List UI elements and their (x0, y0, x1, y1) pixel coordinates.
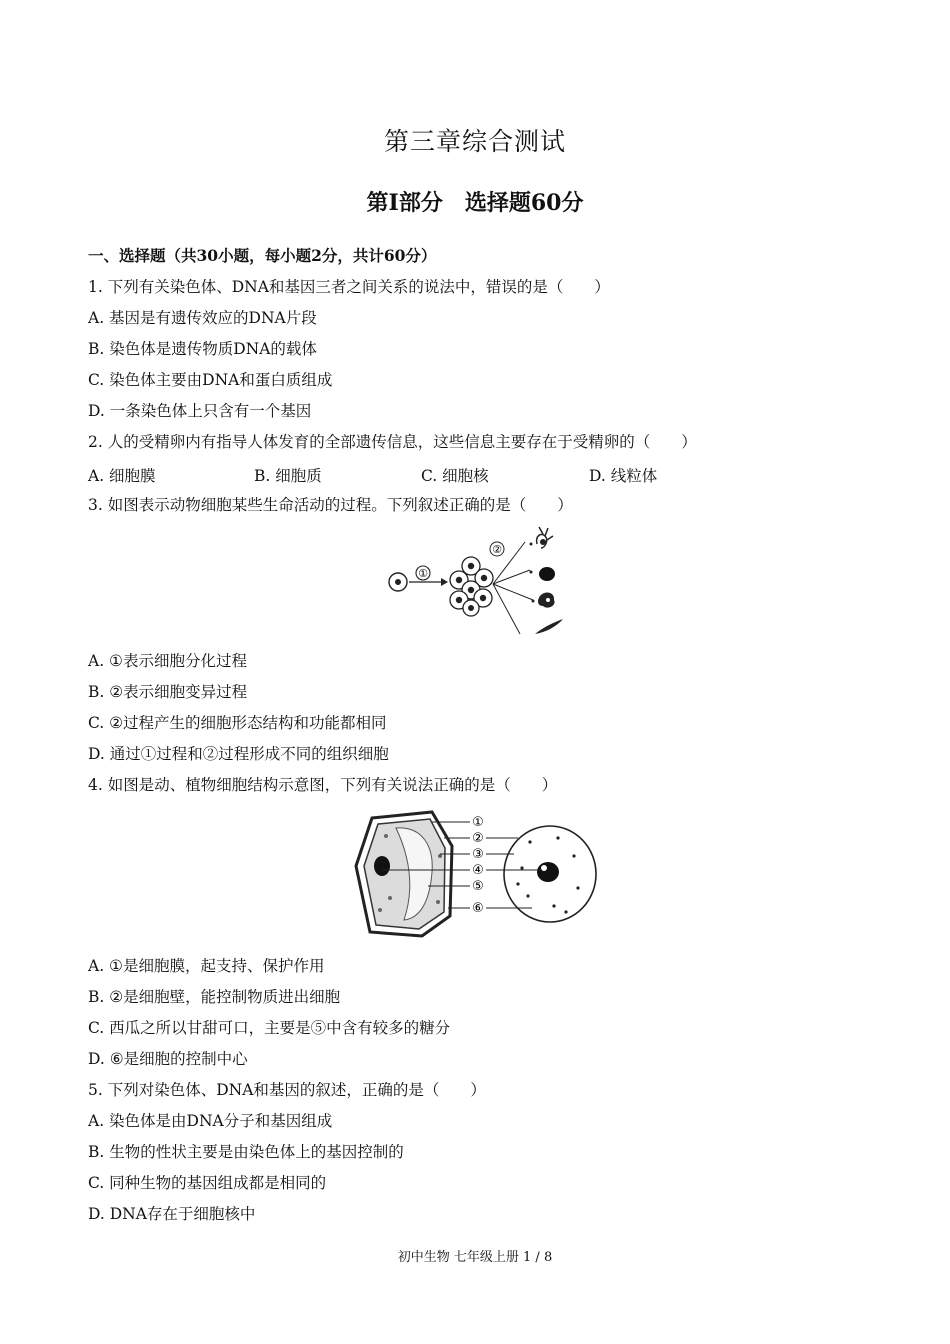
label-1: ① (418, 567, 428, 580)
question-5-option-c: C. 同种生物的基因组成都是相同的 (88, 1174, 327, 1192)
question-2-option-a: A. 细胞膜 (88, 467, 156, 485)
section-heading: 一、选择题（共30小题，每小题2分，共计60分） (88, 246, 437, 265)
question-2-option-b: B. 细胞质 (254, 467, 322, 485)
cell-label-4: ④ (472, 863, 484, 878)
question-5-stem: 5. 下列对染色体、DNA和基因的叙述，正确的是（ ） (88, 1081, 486, 1099)
question-3-stem: 3. 如图表示动物细胞某些生命活动的过程。下列叙述正确的是（ ） (88, 496, 573, 514)
question-1-option-a: A. 基因是有遗传效应的DNA片段 (88, 309, 317, 327)
question-5-option-a: A. 染色体是由DNA分子和基因组成 (88, 1112, 333, 1130)
cell-label-5: ⑤ (472, 879, 484, 894)
question-1-option-c: C. 染色体主要由DNA和蛋白质组成 (88, 371, 333, 389)
question-2-stem: 2. 人的受精卵内有指导人体发育的全部遗传信息，这些信息主要存在于受精卵的（ ） (88, 433, 697, 451)
section-subtitle: 第Ⅰ部分 选择题60分 (366, 190, 584, 216)
page-title: 第三章综合测试 (383, 127, 566, 156)
label-2: ② (492, 543, 502, 556)
question-4-option-c: C. 西瓜之所以甘甜可口，主要是⑤中含有较多的糖分 (88, 1019, 451, 1037)
cell-label-1: ① (472, 815, 484, 830)
cell-label-2: ② (472, 831, 484, 846)
question-2-option-d: D. 线粒体 (589, 467, 658, 485)
cell-label-3: ③ (472, 847, 484, 862)
cell-label-6: ⑥ (472, 901, 484, 916)
cell-division-differentiation-diagram (385, 522, 570, 640)
question-5-option-d: D. DNA存在于细胞核中 (88, 1205, 256, 1223)
question-4-option-a: A. ①是细胞膜，起支持、保护作用 (88, 957, 325, 975)
question-4-option-d: D. ⑥是细胞的控制中心 (88, 1050, 248, 1068)
question-4-option-b: B. ②是细胞壁，能控制物质进出细胞 (88, 988, 341, 1006)
question-3-option-c: C. ②过程产生的细胞形态结构和功能都相同 (88, 714, 387, 732)
question-1-option-b: B. 染色体是遗传物质DNA的载体 (88, 340, 317, 358)
page-footer: 初中生物 七年级上册 1 / 8 (397, 1250, 553, 1265)
question-3-option-d: D. 通过①过程和②过程形成不同的组织细胞 (88, 745, 389, 763)
plant-animal-cell-diagram (352, 806, 602, 942)
question-2-option-c: C. 细胞核 (421, 467, 489, 485)
question-3-option-a: A. ①表示细胞分化过程 (88, 652, 247, 670)
question-3-option-b: B. ②表示细胞变异过程 (88, 683, 248, 701)
question-1-stem: 1. 下列有关染色体、DNA和基因三者之间关系的说法中，错误的是（ ） (88, 278, 610, 296)
question-1-option-d: D. 一条染色体上只含有一个基因 (88, 402, 312, 420)
question-4-stem: 4. 如图是动、植物细胞结构示意图，下列有关说法正确的是（ ） (88, 776, 558, 794)
question-5-option-b: B. 生物的性状主要是由染色体上的基因控制的 (88, 1143, 404, 1161)
